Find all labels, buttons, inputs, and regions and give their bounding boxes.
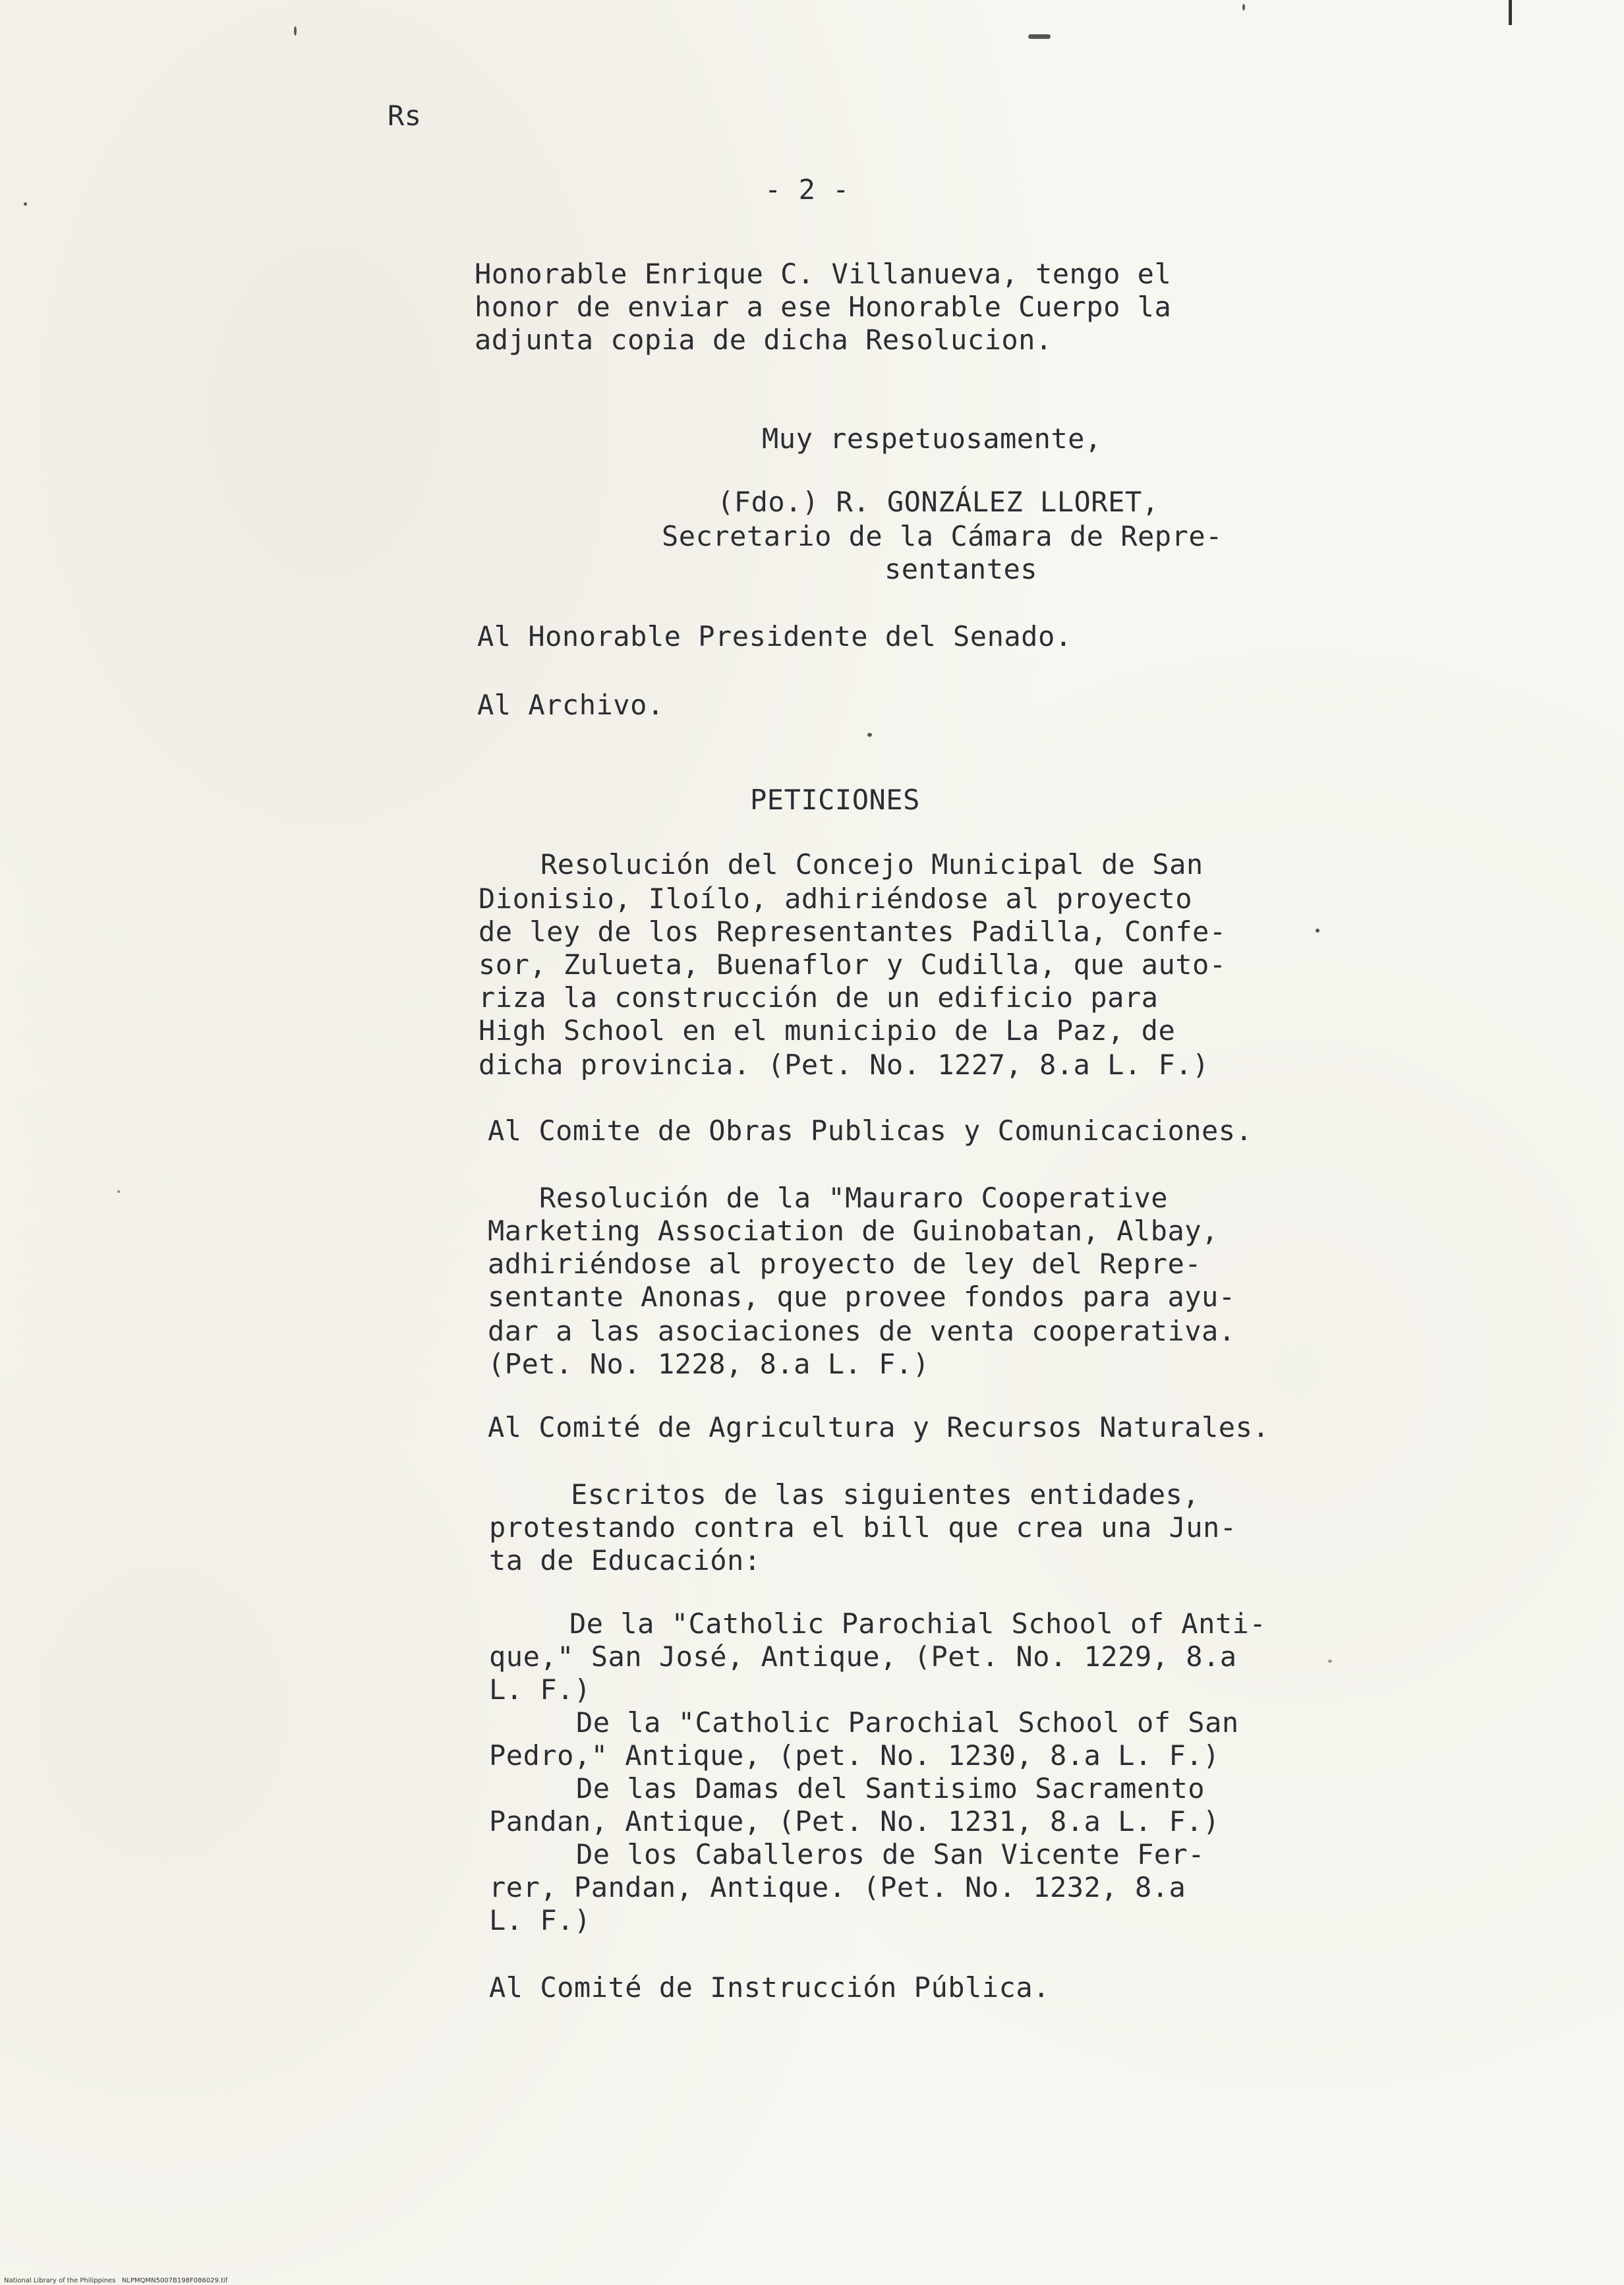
petition-line: sentante Anonas, que provee fondos para ayu- — [488, 1281, 1236, 1313]
petition-line: ta de Educación: — [489, 1544, 761, 1576]
entity-line: que," San José, Antique, (Pet. No. 1229, 8.a — [489, 1640, 1237, 1673]
signature-line: sentantes — [884, 553, 1038, 585]
signature-line: (Fdo.) R. GONZÁLEZ LLORET, — [717, 486, 1159, 518]
letter-closing: Muy respetuosamente, — [762, 422, 1102, 455]
section-heading: PETICIONES — [750, 784, 920, 816]
scan-speck — [1242, 4, 1245, 11]
entity-line: rer, Pandan, Antique. (Pet. No. 1232, 8.a — [489, 1871, 1186, 1903]
entity-line: De la "Catholic Parochial School of Anti- — [569, 1607, 1267, 1640]
petition-line: dar a las asociaciones de venta cooperativa. — [488, 1315, 1236, 1347]
petition-line: High School en el municipio de La Paz, de — [478, 1014, 1176, 1047]
scan-speck — [867, 733, 872, 737]
entity-line: De los Caballeros de San Vicente Fer- — [576, 1838, 1205, 1870]
petition-line: sor, Zulueta, Buenaflor y Cudilla, que auto- — [478, 948, 1227, 981]
letter-line: honor de enviar a ese Honorable Cuerpo la — [475, 291, 1172, 323]
referral-line: Al Honorable Presidente del Senado. — [477, 620, 1072, 652]
referral-line: Al Comité de Agricultura y Recursos Naturales. — [488, 1411, 1270, 1443]
petition-line: dicha provincia. (Pet. No. 1227, 8.a L. F.) — [478, 1049, 1209, 1081]
scan-speck — [1328, 1660, 1332, 1663]
letter-line: Honorable Enrique C. Villanueva, tengo el — [475, 258, 1172, 290]
petition-line: Escritos de las siguientes entidades, — [571, 1478, 1200, 1511]
page-number: - 2 - — [765, 173, 850, 206]
petition-line: (Pet. No. 1228, 8.a L. F.) — [488, 1348, 930, 1380]
scan-speck — [1028, 34, 1051, 39]
scan-speck — [117, 1190, 120, 1193]
scan-speck — [24, 202, 27, 206]
entity-line: De las Damas del Santisimo Sacramento — [576, 1772, 1205, 1805]
referral-line: Al Comité de Instrucción Pública. — [489, 1971, 1050, 2004]
scan-speck — [294, 26, 297, 36]
entity-line: Pandan, Antique, (Pet. No. 1231, 8.a L. F.) — [489, 1805, 1220, 1837]
signature-line: Secretario de la Cámara de Repre- — [662, 520, 1223, 552]
petition-line: Resolución de la "Mauraro Cooperative — [539, 1182, 1169, 1214]
petition-line: adhiriéndose al proyecto de ley del Repre- — [488, 1248, 1202, 1280]
typist-initials: Rs — [388, 100, 422, 132]
letter-line: adjunta copia de dicha Resolucion. — [475, 324, 1053, 356]
entity-line: L. F.) — [489, 1904, 591, 1936]
entity-line: Pedro," Antique, (pet. No. 1230, 8.a L. F.) — [489, 1739, 1220, 1772]
petition-line: Dionisio, Iloílo, adhiriéndose al proyecto — [478, 882, 1193, 915]
archive-stamp: National Library of the Philippines NLPMQMN5007B198F086029.tif — [4, 2277, 228, 2284]
petition-line: Resolución del Concejo Municipal de San — [540, 848, 1204, 881]
scan-speck — [1316, 929, 1320, 933]
petition-line: protestando contra el bill que crea una Jun- — [489, 1511, 1237, 1544]
petition-line: de ley de los Representantes Padilla, Confe- — [478, 915, 1227, 948]
referral-line: Al Comite de Obras Publicas y Comunicaciones. — [488, 1114, 1253, 1147]
referral-line: Al Archivo. — [477, 689, 664, 721]
scan-edge-mark — [1509, 0, 1512, 25]
petition-line: riza la construcción de un edificio para — [478, 981, 1159, 1014]
petition-line: Marketing Association de Guinobatan, Albay, — [488, 1215, 1219, 1247]
entity-line: L. F.) — [489, 1673, 591, 1706]
entity-line: De la "Catholic Parochial School of San — [576, 1706, 1239, 1739]
